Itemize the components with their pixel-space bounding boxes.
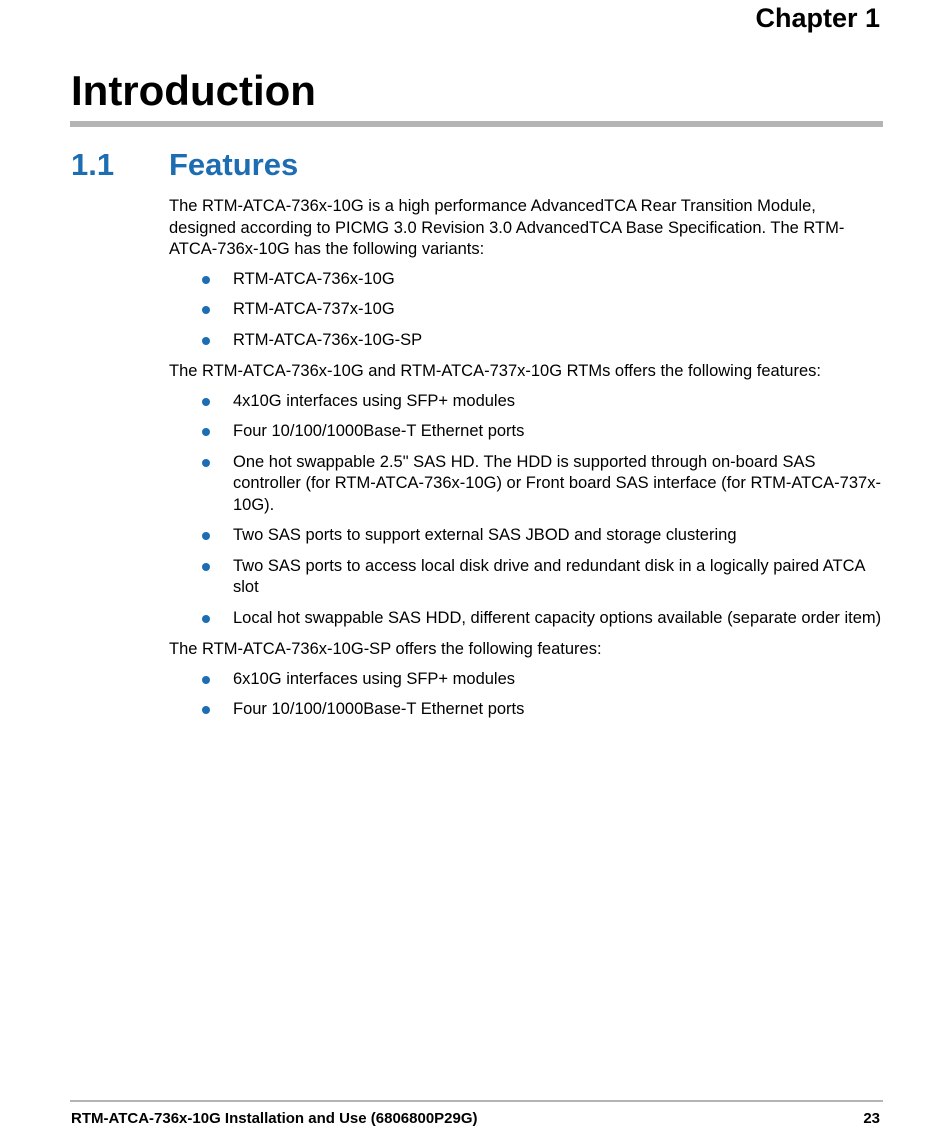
list-item-text: RTM-ATCA-736x-10G-SP — [233, 330, 423, 349]
variant-list — [169, 269, 885, 352]
list-item — [169, 699, 885, 721]
list-item — [169, 330, 885, 352]
section-body — [169, 196, 885, 731]
list-item-text: 6x10G interfaces using SFP+ modules — [233, 669, 516, 688]
bullet-icon — [202, 532, 210, 540]
chapter-label: Chapter 1 — [755, 3, 880, 33]
intro-paragraph: The RTM-ATCA-736x-10G is a high performance AdvancedTCA Rear Transition Module, designed according to PICMG 3.0 Revision 3.0 AdvancedTCA Base Specification. The RTM-ATCA-736x-10G has the following variants: — [169, 197, 845, 258]
title-divider — [70, 121, 883, 127]
bullet-icon — [202, 337, 210, 345]
section-heading — [71, 146, 298, 184]
list-item-text: One hot swappable 2.5" SAS HD. The HDD is supported through on-board SAS controller (for RTM-ATCA-736x-10G) or Front board SAS interface (for RTM-ATCA-737x-10G). — [233, 452, 881, 514]
features-intro-paragraph: The RTM-ATCA-736x-10G and RTM-ATCA-737x-10G RTMs offers the following features: — [169, 362, 821, 380]
list-item-text: RTM-ATCA-737x-10G — [233, 300, 395, 318]
bullet-icon — [202, 676, 210, 684]
list-item — [169, 669, 885, 691]
bullet-icon — [202, 615, 210, 623]
bullet-icon — [202, 276, 210, 284]
section-number: 1.1 — [71, 147, 115, 182]
feature-list — [169, 391, 885, 630]
sp-feature-list — [169, 669, 885, 721]
list-item-text: Four 10/100/1000Base-T Ethernet ports — [233, 422, 525, 440]
bullet-icon — [202, 398, 210, 406]
footer-document-title: RTM-ATCA-736x-10G Installation and Use (6806800P29G) — [71, 1110, 478, 1127]
page-number: 23 — [863, 1110, 880, 1127]
list-item — [169, 556, 885, 599]
bullet-icon — [202, 563, 210, 571]
bullet-icon — [202, 459, 210, 467]
sp-intro-paragraph: The RTM-ATCA-736x-10G-SP offers the following features: — [169, 640, 602, 658]
chapter-title: Introduction — [71, 67, 316, 114]
list-item-text: Two SAS ports to support external SAS JBOD and storage clustering — [233, 526, 737, 544]
list-item-text: Two SAS ports to access local disk drive and redundant disk in a logically paired ATCA slot — [233, 556, 865, 596]
list-item — [169, 452, 885, 517]
list-item-text: Four 10/100/1000Base-T Ethernet ports — [233, 700, 525, 718]
bullet-icon — [202, 706, 210, 714]
list-item — [169, 269, 885, 291]
list-item-text: RTM-ATCA-736x-10G — [233, 269, 395, 288]
list-item — [169, 525, 885, 547]
bullet-icon — [202, 428, 210, 436]
list-item-text: 4x10G interfaces using SFP+ modules — [233, 391, 516, 410]
list-item — [169, 391, 885, 413]
section-title: Features — [169, 147, 299, 182]
list-item — [169, 421, 885, 443]
list-item-text: Local hot swappable SAS HDD, different capacity options available (separate order item) — [233, 608, 882, 627]
footer-divider — [70, 1100, 883, 1102]
bullet-icon — [202, 306, 210, 314]
list-item — [169, 299, 885, 321]
list-item — [169, 608, 885, 630]
